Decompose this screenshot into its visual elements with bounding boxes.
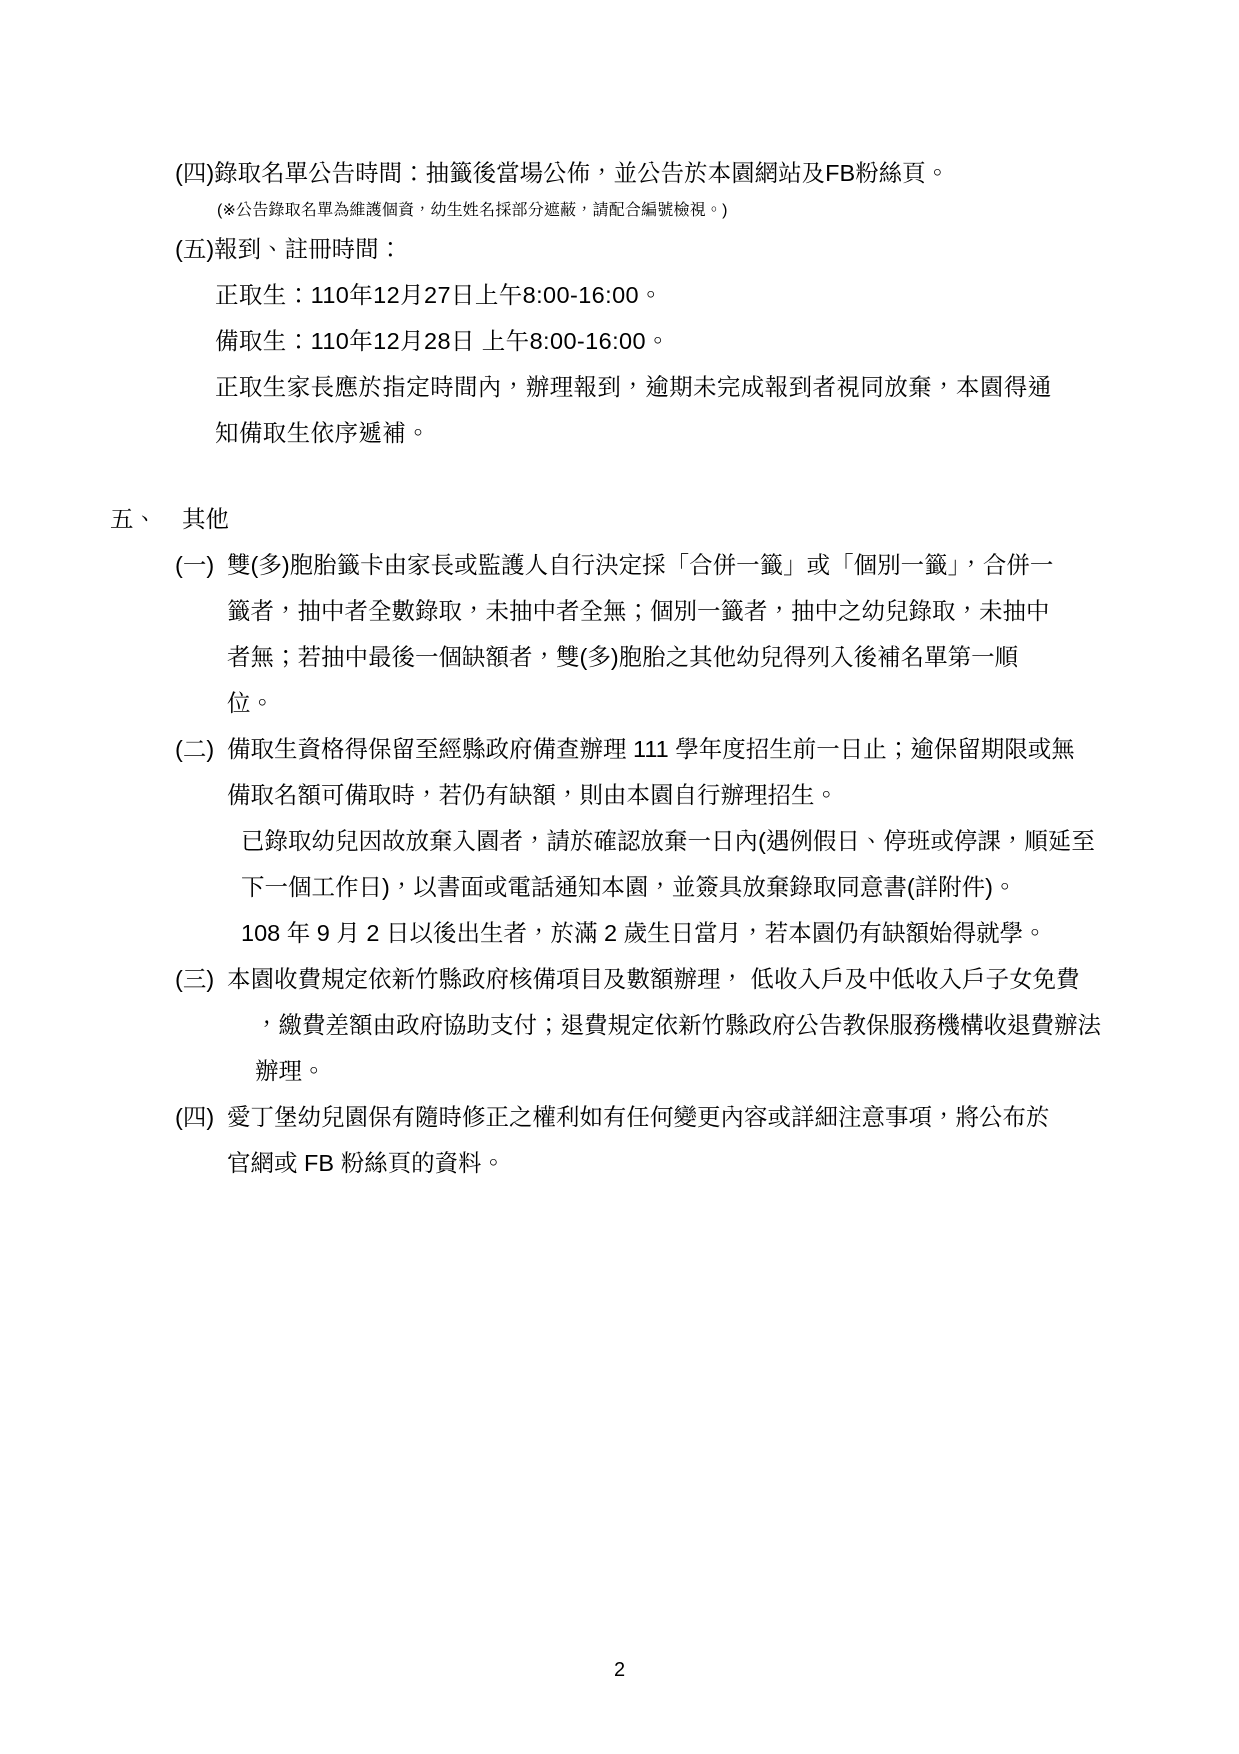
section-5-item-1-marker: (一) <box>175 552 215 578</box>
section-5-item-3-text <box>227 956 1120 1094</box>
line: 下一個工作日)，以書面或電話通知本園，並簽具放棄錄取同意書(詳附件)。 <box>241 874 1017 900</box>
line: 籤者，抽中者全數錄取，未抽中者全無；個別一籤者，抽中之幼兒錄取，未抽中 <box>227 598 1050 624</box>
section-5-item-2-marker: (二) <box>175 736 215 762</box>
section-5-item-4-marker: (四) <box>175 1104 215 1130</box>
clause-5-line-3: 正取生家長應於指定時間內，辦理報到，逾期未完成報到者視同放棄，本園得通 <box>215 374 1052 400</box>
clause-4-marker: (四) <box>175 160 215 186</box>
clause-4-note: (※公告錄取名單為維護個資，幼生姓名採部分遮蔽，請配合編號檢視。) <box>217 202 728 219</box>
section-5-item-2-text <box>227 726 1120 956</box>
line: 位。 <box>227 690 274 716</box>
line: 雙(多)胞胎籤卡由家長或監護人自行決定採「合併一籤」或「個別一籤」，合併一 <box>227 552 1054 578</box>
line: 者無；若抽中最後一個缺額者，雙(多)胞胎之其他幼兒得列入後補名單第一順 <box>227 644 1019 670</box>
section-5-item-3 <box>175 956 1120 1094</box>
clause-4 <box>175 150 1120 196</box>
clause-5-line-1: 正取生：110年12月27日上午8:00-16:00。 <box>215 282 663 308</box>
clause-5-line-4: 知備取生依序遞補。 <box>215 420 431 446</box>
clause-4-text: 錄取名單公告時間：抽籤後當場公佈，並公告於本園網站及FB粉絲頁。 <box>214 160 950 186</box>
line: 備取名額可備取時，若仍有缺額，則由本園自行辦理招生。 <box>227 782 838 808</box>
section-5-item-3-marker: (三) <box>175 966 215 992</box>
clause-5 <box>175 226 1120 272</box>
section-5-item-2 <box>175 726 1120 956</box>
clause-5-line-2: 備取生：110年12月28日 上午8:00-16:00。 <box>215 328 670 354</box>
section-5-item-1-text <box>227 542 1120 726</box>
clause-5-heading: 報到、註冊時間： <box>214 236 403 262</box>
section-5-item-1 <box>175 542 1120 726</box>
line: 官網或 FB 粉絲頁的資料。 <box>227 1150 506 1176</box>
section-5-title: 其他 <box>182 506 229 532</box>
line: 備取生資格得保留至經縣政府備查辦理 111 學年度招生前一日止；逾保留期限或無 <box>227 736 1075 762</box>
clause-5-marker: (五) <box>175 236 215 262</box>
page-number: 2 <box>613 1659 626 1681</box>
section-5-number: 五、 <box>110 506 157 532</box>
line: 已錄取幼兒因故放棄入園者，請於確認放棄一日內(遇例假日、停班或停課，順延至 <box>241 828 1095 854</box>
section-5-item-4-text <box>227 1094 1120 1186</box>
document-body <box>110 150 1120 1186</box>
section-5-heading <box>110 496 1120 542</box>
line: 本園收費規定依新竹縣政府核備項目及數額辦理， 低收入戶及中低收入戶子女免費 <box>227 966 1080 992</box>
line: 108 年 9 月 2 日以後出生者，於滿 2 歲生日當月，若本園仍有缺額始得就學。 <box>241 920 1047 946</box>
section-5-item-4 <box>175 1094 1120 1186</box>
line: 愛丁堡幼兒園保有隨時修正之權利如有任何變更內容或詳細注意事項，將公布於 <box>227 1104 1050 1130</box>
line: ，繳費差額由政府協助支付；退費規定依新竹縣政府公告教保服務機構收退費辦法辦理。 <box>255 1012 1101 1084</box>
